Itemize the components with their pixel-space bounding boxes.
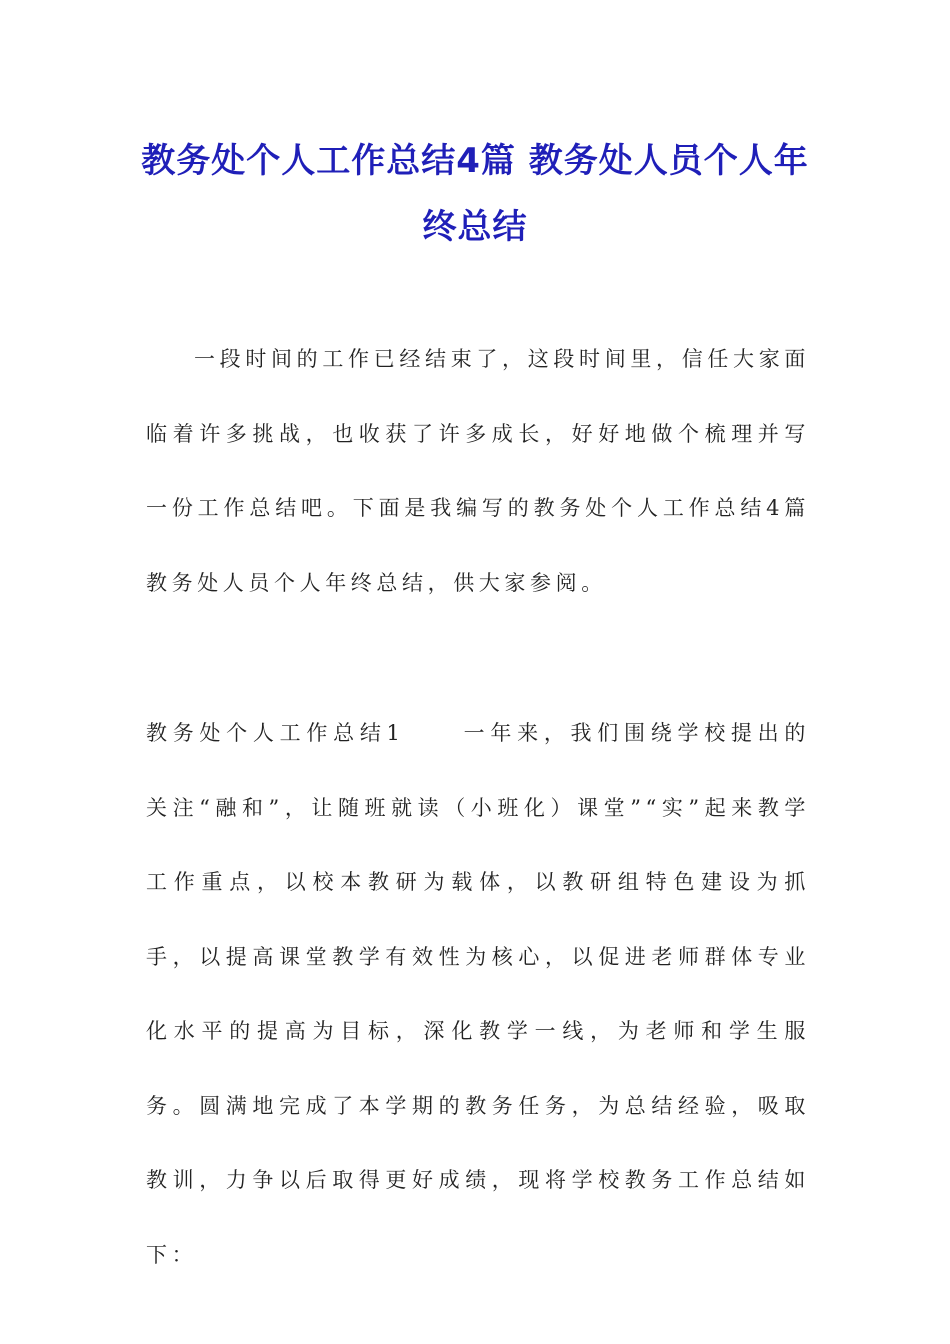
section-heading: 教务处个人工作总结1 [146, 721, 405, 745]
document-title: 教务处个人工作总结4篇 教务处人员个人年终总结 [141, 141, 809, 247]
intro-paragraph: 一段时间的工作已经结束了，这段时间里，信任大家面临着许多挑战，也收获了许多成长，好好地做个梳理并写一份工作总结吧。下面是我编写的教务处个人工作总结4篇 教务处人员个人年终总结，供大家参阅。 [146, 347, 810, 595]
section-body: 一年来，我们围绕学校提出的关注“融和”，让随班就读（小班化）课堂”“实”起来教学工作重点，以校本教研为载体，以教研组特色建设为抓手，以提高课堂教学有效性为核心，以促进老师群体专业化水平的提高为目标，深化教学一线，为老师和学生服务。圆满地完成了本学期的教务任务，为总结经验，吸取教训，力争以后取得更好成绩，现将学校教务工作总结如下： [146, 721, 810, 1267]
section-paragraph [146, 696, 810, 1292]
